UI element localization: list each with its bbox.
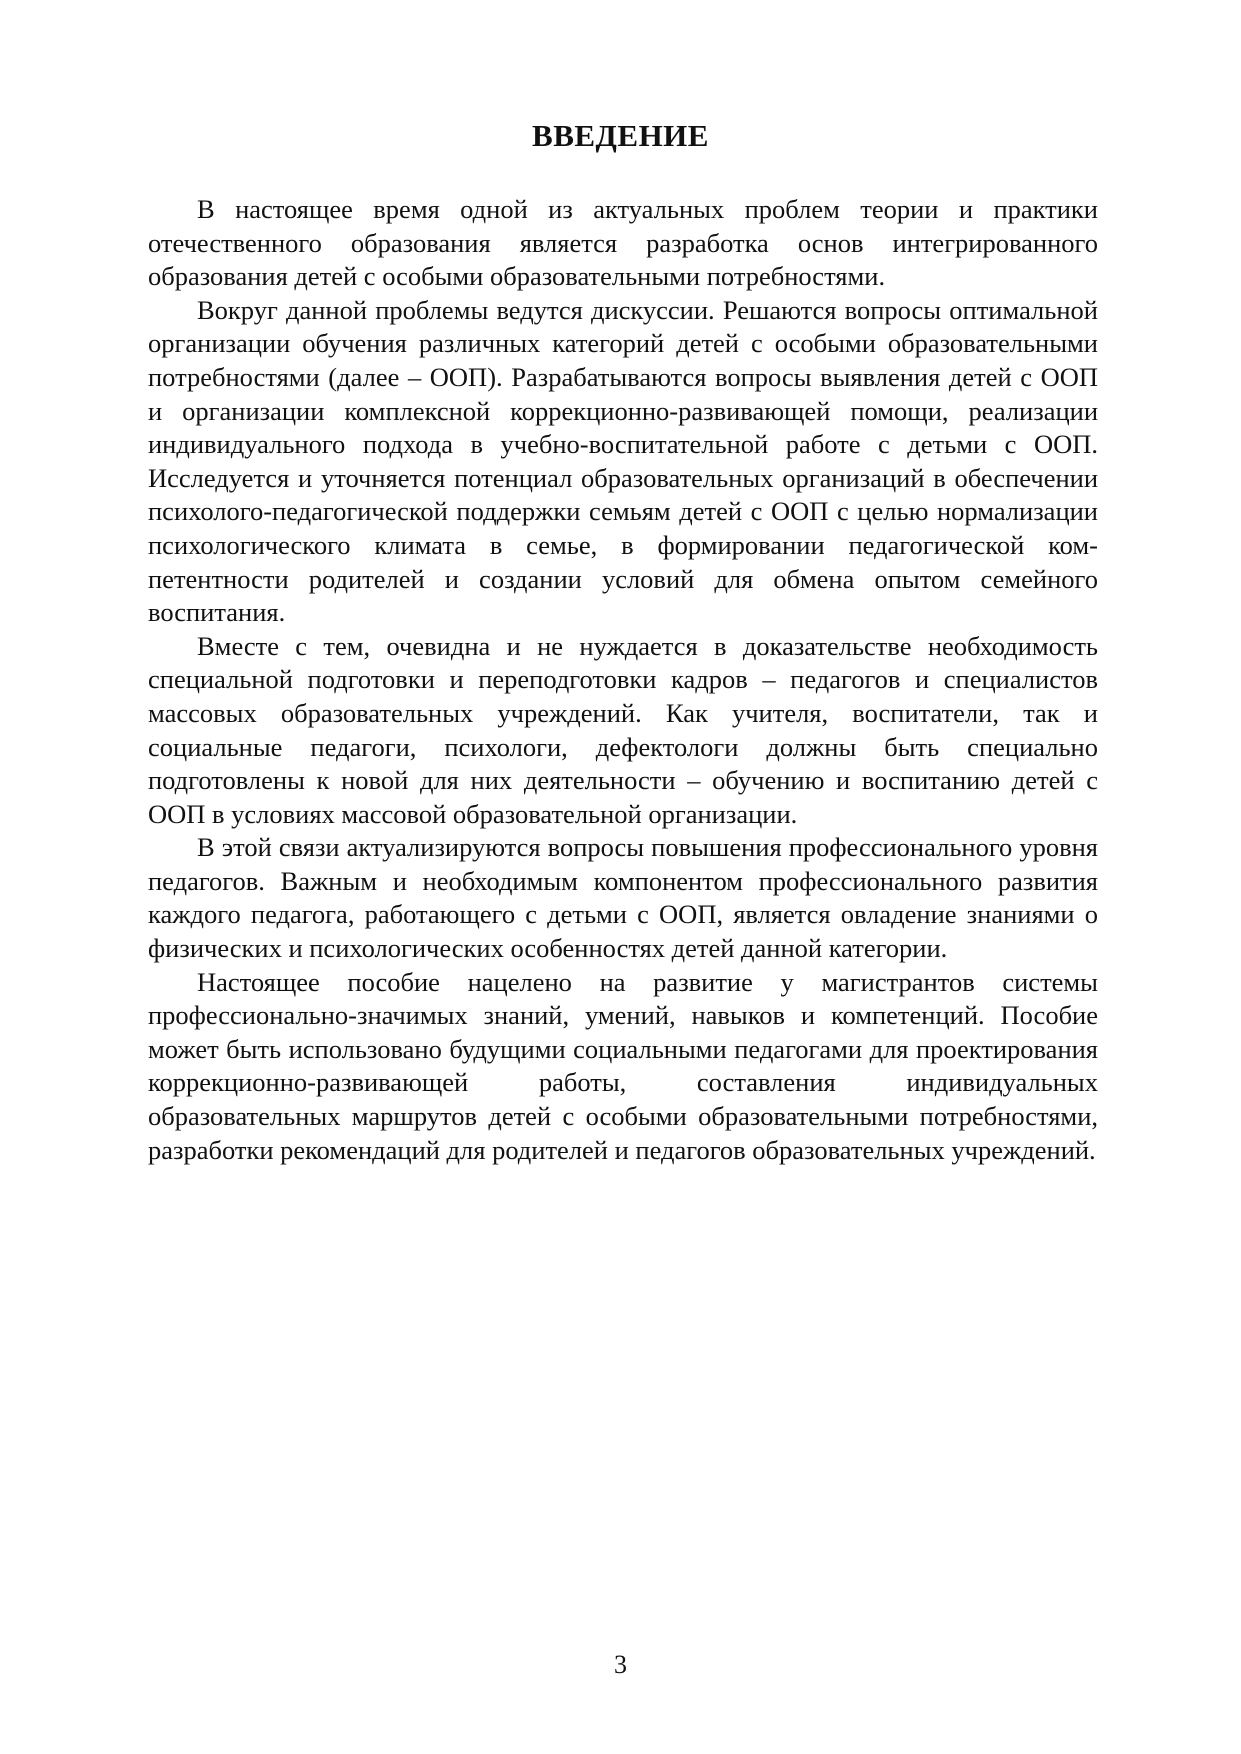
paragraph-5: Настоящее пособие нацелено на развитие у магистрантов системы профессионально-значимых знаний, умений, навыков и компетенций. Пособие может быть использовано будущими социальными педагогами для проектирования коррекционно-развивающей работы, составления индивидуальных образовательных маршрутов детей с особыми образовательными потребностями, разработки рекомендаций для родителей и педагогов образовательных учреждений. <box>148 966 1098 1165</box>
paragraph-1: В настоящее время одной из актуальных проблем теории и практики отечественного образования является разработка основ интегрированного образования детей с особыми образовательными потребностями. <box>148 194 1098 292</box>
paragraph-2: Вокруг данной проблемы ведутся дискуссии. Решаются вопросы оптимальной организации обучения различных категорий детей с особыми образовательными потребностями (далее – ООП). Разрабатываются вопросы выявления детей с ООП и организации комплексной коррекционно-развивающей помощи, реализации индивидуального подхода в учебно-воспитательной работе с детьми с ООП. Исследуется и уточняется потенциал образовательных организаций в обеспечении психолого-педагогической поддержки семьям детей с ООП с целью нормализации психологического климата в семье, в формировании педагогической компетентности родителей и создании условий для обмена опытом семейного воспитания. <box>148 294 1098 628</box>
page-title: ВВЕДЕНИЕ <box>532 118 709 153</box>
paragraph-4: В этой связи актуализируются вопросы повышения профессионального уровня педагогов. Важным и необходимым компонентом профессионального развития каждого педагога, работающего с детьми с ООП, является овладение знаниями о физических и психологических особенностях детей данной категории. <box>148 832 1098 964</box>
paragraph-3: Вместе с тем, очевидна и не нуждается в доказательстве необходимость специальной подготовки и переподготовки кадров – педагогов и специалистов массовых образовательных учреждений. Как учителя, воспитатели, так и социальные педагоги, психологи, дефектологи должны быть специально подготовлены к новой для них деятельности – обучению и воспитанию детей с ООП в условиях массовой образовательной организации. <box>148 630 1098 829</box>
page-number: 3 <box>614 1650 627 1679</box>
body-text <box>148 193 1098 1167</box>
